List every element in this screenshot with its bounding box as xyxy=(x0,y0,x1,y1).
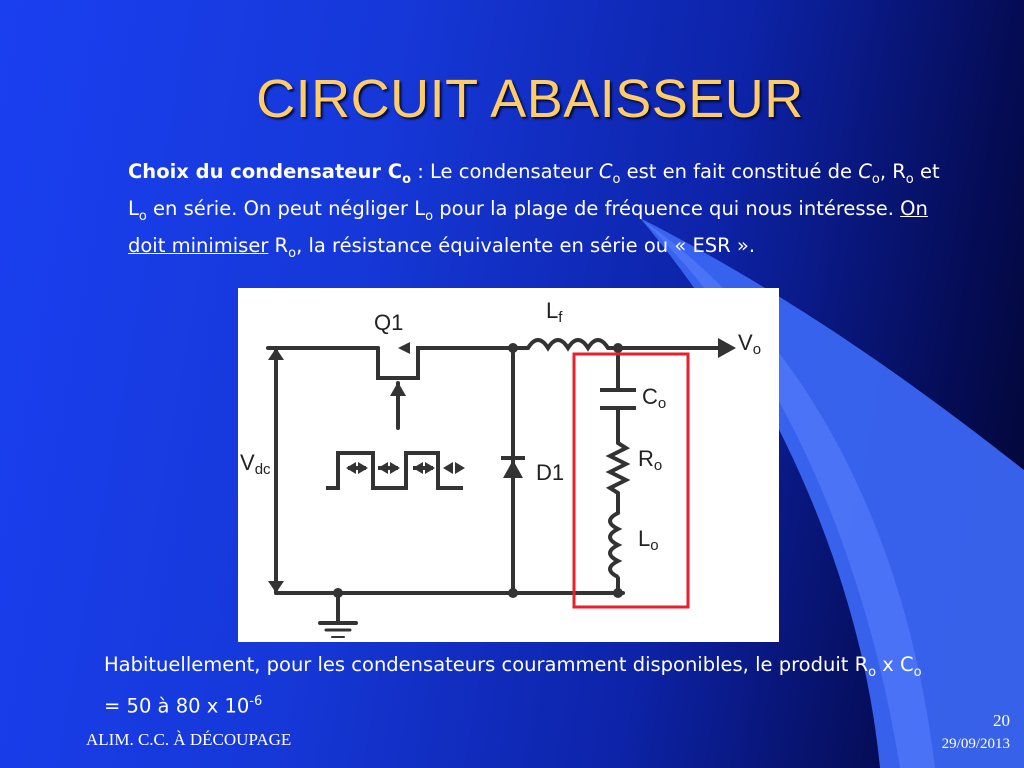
inductor-lf xyxy=(528,340,608,348)
intro-bold-lead: Choix du condensateur $C_o$ xyxy=(128,160,412,187)
slide-number: 20 xyxy=(993,711,1010,730)
q1-switch-body xyxy=(378,348,508,378)
label-vdc: $V_{dc}$ xyxy=(240,450,271,478)
diode-d1 xyxy=(503,460,523,478)
output-arrow xyxy=(718,338,736,358)
buck-circuit-diagram xyxy=(238,288,779,642)
label-lo: $L_o$ xyxy=(638,526,659,554)
label-vo: $V_o$ xyxy=(738,330,762,358)
bottom-paragraph: Habituellement, pour les condensateurs couramment disponibles, le produit $R_o$ x $C_o = 50$ à 80 x $10^{-6}$ xyxy=(104,653,922,718)
inductor-lo xyxy=(610,513,618,577)
footer-course-title: ALIM. C.C. À DÉCOUPAGE xyxy=(86,730,292,749)
intro-paragraph: Choix du condensateur $C_o$ : Le condensateur $C_o$ est en fait constitué de $C_o$, $R_o$ et $L_o$ en série. On peut négliger $L_o$ pour la plage de fréquence qui nous intéresse. On doit minimiser $R_o$, la résistance équivalente en série ou « ESR ». xyxy=(128,160,940,261)
label-lf: $L_f$ xyxy=(546,298,563,326)
minimize-emphasis: On doit minimiser xyxy=(128,196,928,257)
slide-date: 29/09/2013 xyxy=(941,736,1010,752)
resistor-ro xyxy=(610,443,626,493)
slide-title: CIRCUIT ABAISSEUR xyxy=(256,69,804,129)
label-co: $C_o$ xyxy=(642,384,667,412)
q1-gate-arrow xyxy=(390,382,406,396)
label-q1: Q1 xyxy=(374,310,404,335)
label-ro: $R_o$ xyxy=(638,446,663,474)
circuit-schematic xyxy=(238,288,779,642)
label-d1: D1 xyxy=(536,460,565,485)
